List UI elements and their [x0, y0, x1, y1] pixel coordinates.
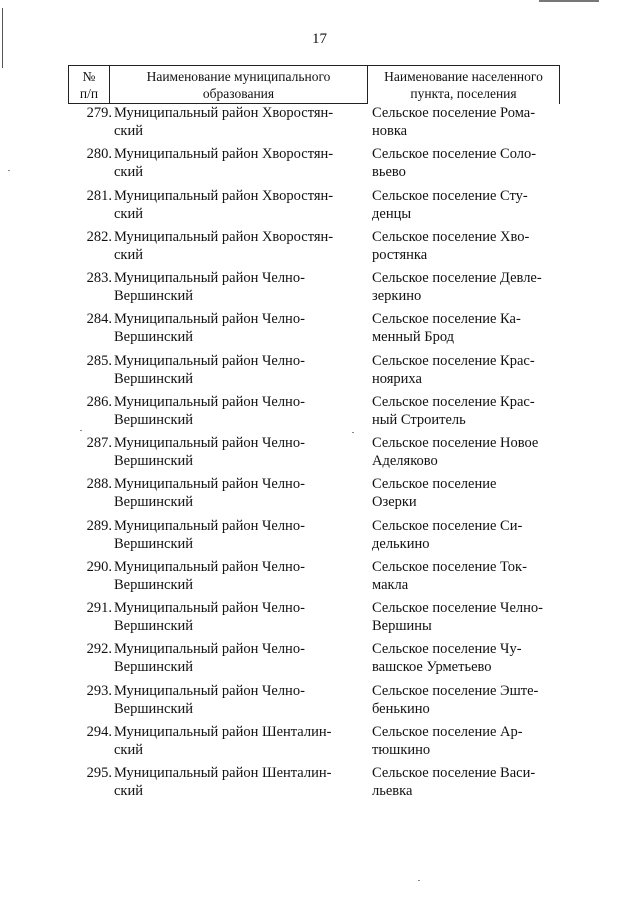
- municipality-line2: Вершинский: [114, 700, 194, 717]
- scan-speck: [8, 170, 10, 171]
- settlement-cell: [372, 434, 572, 470]
- row-number: 284.: [86, 311, 112, 328]
- municipality-line1: Муниципальный район Хворостян-: [114, 146, 334, 163]
- header-settlement-line1: Наименование населенного: [384, 69, 543, 84]
- municipality-line1: Муниципальный район Челно-: [114, 393, 305, 410]
- municipality-cell: [114, 145, 364, 181]
- header-municipality-line2: образования: [202, 86, 275, 101]
- table-row: [0, 187, 639, 228]
- municipality-cell: [114, 682, 364, 718]
- settlement-line2: макла: [372, 576, 409, 593]
- table-row: [0, 269, 639, 310]
- municipality-cell: [114, 723, 364, 759]
- settlement-cell: [372, 187, 572, 223]
- municipality-line1: Муниципальный район Челно-: [114, 435, 305, 451]
- settlement-cell: [372, 517, 572, 553]
- row-number: 293.: [86, 682, 112, 699]
- municipality-line2: Вершинский: [114, 535, 194, 552]
- municipality-line1: Муниципальный район Челно-: [114, 558, 305, 575]
- row-number: 289.: [86, 517, 112, 534]
- settlement-cell: [372, 352, 572, 388]
- header-number-line1: №: [82, 69, 96, 84]
- settlement-cell: [372, 475, 572, 511]
- settlement-line2: нояриха: [372, 370, 422, 387]
- municipality-line2: ский: [114, 741, 143, 758]
- row-number: 295.: [86, 765, 112, 781]
- settlement-line2: вьево: [372, 164, 406, 181]
- settlement-line1: Сельское поселение Сту-: [372, 187, 528, 204]
- municipality-line2: Вершинский: [114, 411, 194, 428]
- scan-speck: [80, 430, 82, 431]
- municipality-line1: Муниципальный район Челно-: [114, 270, 305, 286]
- municipality-line1: Муниципальный район Челно-: [114, 311, 305, 328]
- settlement-cell: [372, 393, 572, 429]
- municipality-cell: [114, 187, 364, 223]
- table-row: [0, 475, 639, 516]
- row-number: 294.: [86, 723, 112, 740]
- scan-speck: [418, 880, 420, 881]
- table-row: [0, 393, 639, 434]
- municipality-line1: Муниципальный район Челно-: [114, 476, 305, 493]
- municipality-cell: [114, 475, 364, 511]
- municipality-cell: [114, 310, 364, 346]
- municipality-line1: Муниципальный район Шенталин-: [114, 765, 332, 781]
- municipality-line1: Муниципальный район Хворостян-: [114, 228, 334, 245]
- settlement-line1: Сельское поселение Васи-: [372, 765, 536, 781]
- municipality-line2: ский: [114, 123, 143, 139]
- settlement-line2: тюшкино: [372, 741, 431, 758]
- row-number: 279.: [86, 105, 112, 121]
- page-number: 17: [312, 31, 327, 47]
- settlement-line2: Вершины: [372, 618, 432, 634]
- municipality-cell: [114, 640, 364, 676]
- settlement-cell: [372, 269, 572, 305]
- table-row: [0, 352, 639, 393]
- table-row: [0, 723, 639, 764]
- municipality-line1: Муниципальный район Челно-: [114, 517, 305, 534]
- settlement-cell: [372, 228, 572, 264]
- municipality-line2: Вершинский: [114, 618, 194, 634]
- row-number: 281.: [86, 187, 112, 204]
- municipality-line1: Муниципальный район Челно-: [114, 352, 305, 369]
- table-row: [0, 517, 639, 558]
- header-settlement-line2: пункта, поселения: [410, 86, 517, 101]
- municipality-line2: Вершинский: [114, 329, 194, 346]
- municipality-line2: Вершинский: [114, 370, 194, 387]
- settlement-cell: [372, 145, 572, 181]
- table-header: [68, 65, 560, 104]
- settlement-line1: Сельское поселение Чу-: [372, 641, 522, 658]
- row-number: 288.: [86, 476, 112, 493]
- table-row: [0, 558, 639, 599]
- settlement-line1: Сельское поселение Эште-: [372, 682, 539, 699]
- row-number: 290.: [86, 558, 112, 575]
- settlement-cell: [372, 640, 572, 676]
- municipality-line2: Вершинский: [114, 659, 194, 676]
- table-row: [0, 599, 639, 640]
- scan-speck: [352, 432, 354, 433]
- municipality-line1: Муниципальный район Шенталин-: [114, 723, 332, 740]
- municipality-cell: [114, 434, 364, 470]
- municipality-cell: [114, 599, 364, 635]
- municipality-line2: ский: [114, 164, 143, 181]
- settlement-line1: Сельское поселение Крас-: [372, 393, 535, 410]
- settlement-line2: вашское Урметьево: [372, 659, 492, 676]
- table-body: [0, 104, 639, 805]
- table-row: [0, 764, 639, 805]
- table-row: [0, 434, 639, 475]
- scan-corner-mark: [479, 0, 599, 2]
- settlement-cell: [372, 558, 572, 594]
- municipality-line2: Вершинский: [114, 453, 194, 469]
- row-number: 286.: [86, 393, 112, 410]
- table-row: [0, 640, 639, 681]
- settlement-cell: [372, 764, 572, 800]
- header-settlement-column: [367, 65, 560, 104]
- settlement-line1: Сельское поселение Ар-: [372, 723, 523, 740]
- settlement-line1: Сельское поселение Соло-: [372, 146, 537, 163]
- municipality-line1: Муниципальный район Челно-: [114, 682, 305, 699]
- settlement-line1: Сельское поселение Рома-: [372, 105, 536, 121]
- table-row: [0, 145, 639, 186]
- settlement-line1: Сельское поселение Крас-: [372, 352, 535, 369]
- settlement-cell: [372, 723, 572, 759]
- settlement-line1: Сельское поселение Ток-: [372, 558, 527, 575]
- settlement-cell: [372, 599, 572, 635]
- settlement-line2: делькино: [372, 535, 430, 552]
- municipality-cell: [114, 352, 364, 388]
- settlement-line1: Сельское поселение: [372, 476, 497, 493]
- row-number: 292.: [86, 641, 112, 658]
- table-row: [0, 310, 639, 351]
- settlement-cell: [372, 682, 572, 718]
- settlement-line1: Сельское поселение Девле-: [372, 270, 542, 286]
- row-number: 282.: [86, 228, 112, 245]
- municipality-cell: [114, 228, 364, 264]
- settlement-line2: льевка: [372, 783, 413, 799]
- header-municipality-column: [109, 65, 368, 104]
- municipality-line2: ский: [114, 783, 143, 799]
- settlement-cell: [372, 104, 572, 140]
- settlement-line2: Аделяково: [372, 453, 438, 469]
- settlement-line1: Сельское поселение Хво-: [372, 228, 530, 245]
- municipality-line2: ский: [114, 246, 143, 263]
- settlement-line1: Сельское поселение Челно-: [372, 600, 543, 616]
- settlement-line2: зеркино: [372, 288, 422, 304]
- municipality-cell: [114, 393, 364, 429]
- municipality-line1: Муниципальный район Челно-: [114, 600, 305, 616]
- table-row: [0, 682, 639, 723]
- municipality-cell: [114, 269, 364, 305]
- settlement-line2: новка: [372, 123, 408, 139]
- municipality-line1: Муниципальный район Челно-: [114, 641, 305, 658]
- settlement-line2: денцы: [372, 205, 412, 222]
- municipality-cell: [114, 558, 364, 594]
- settlement-line1: Сельское поселение Ка-: [372, 311, 521, 328]
- municipality-line2: Вершинский: [114, 494, 194, 511]
- municipality-cell: [114, 517, 364, 553]
- table-row: [0, 104, 639, 145]
- header-number-column: [68, 65, 110, 104]
- header-municipality-line1: Наименование муниципального: [146, 69, 331, 84]
- settlement-cell: [372, 310, 572, 346]
- row-number: 283.: [86, 270, 112, 286]
- municipality-cell: [114, 764, 364, 800]
- settlement-line1: Сельское поселение Си-: [372, 517, 523, 534]
- header-number-line2: п/п: [79, 86, 99, 101]
- municipality-line2: Вершинский: [114, 576, 194, 593]
- municipality-line2: Вершинский: [114, 288, 194, 304]
- municipality-line1: Муниципальный район Хворостян-: [114, 105, 334, 121]
- row-number: 287.: [86, 435, 112, 451]
- row-number: 280.: [86, 146, 112, 163]
- settlement-line2: Озерки: [372, 494, 417, 511]
- municipality-cell: [114, 104, 364, 140]
- settlement-line2: ный Строитель: [372, 411, 466, 428]
- municipality-line1: Муниципальный район Хворостян-: [114, 187, 334, 204]
- settlement-line2: ростянка: [372, 246, 428, 263]
- settlement-line2: бенькино: [372, 700, 430, 717]
- settlement-line1: Сельское поселение Новое: [372, 435, 539, 451]
- municipality-line2: ский: [114, 205, 143, 222]
- row-number: 291.: [86, 600, 112, 616]
- row-number: 285.: [86, 352, 112, 369]
- table-row: [0, 228, 639, 269]
- settlement-line2: менный Брод: [372, 329, 455, 346]
